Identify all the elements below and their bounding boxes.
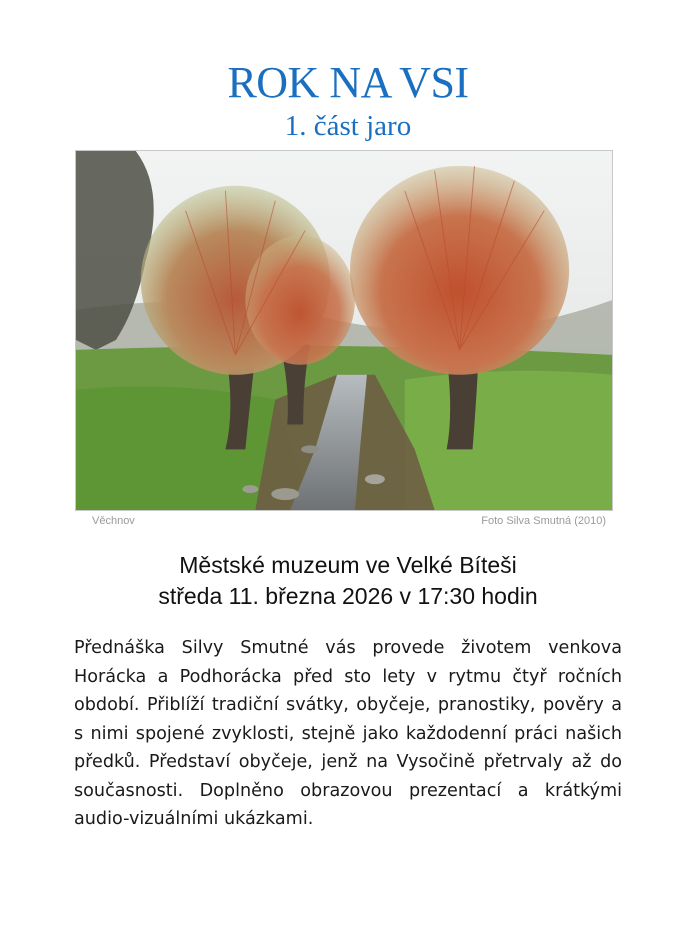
photo-location-caption: Věchnov bbox=[92, 515, 135, 527]
photo-credit-caption: Foto Silva Smutná (2010) bbox=[481, 515, 606, 527]
lecture-description: Přednáška Silvy Smutné vás provede životem venkova Horácka a Podhorácka před sto lety v rytmu čtyř ročních období. Přiblíží tradiční svátky, obyčeje, pranostiky, pověry a s nimi spojené zvyklosti, stejně jako každodenní práci našich předků. Představí obyčeje, jenž na Vysočině přetrvaly až do současnosti. Doplněno obrazovou prezentací a krátkými audio-vizuálními ukázkami. bbox=[74, 638, 622, 829]
poster-subtitle: 1. část jaro bbox=[284, 110, 412, 142]
poster-title: ROK NA VSI bbox=[227, 58, 469, 107]
willows-photo bbox=[75, 150, 613, 511]
event-venue: Městské muzeum ve Velké Bíteši bbox=[179, 552, 517, 578]
event-datetime: středa 11. března 2026 v 17:30 hodin bbox=[158, 583, 538, 609]
willow-stream-image bbox=[76, 151, 612, 510]
